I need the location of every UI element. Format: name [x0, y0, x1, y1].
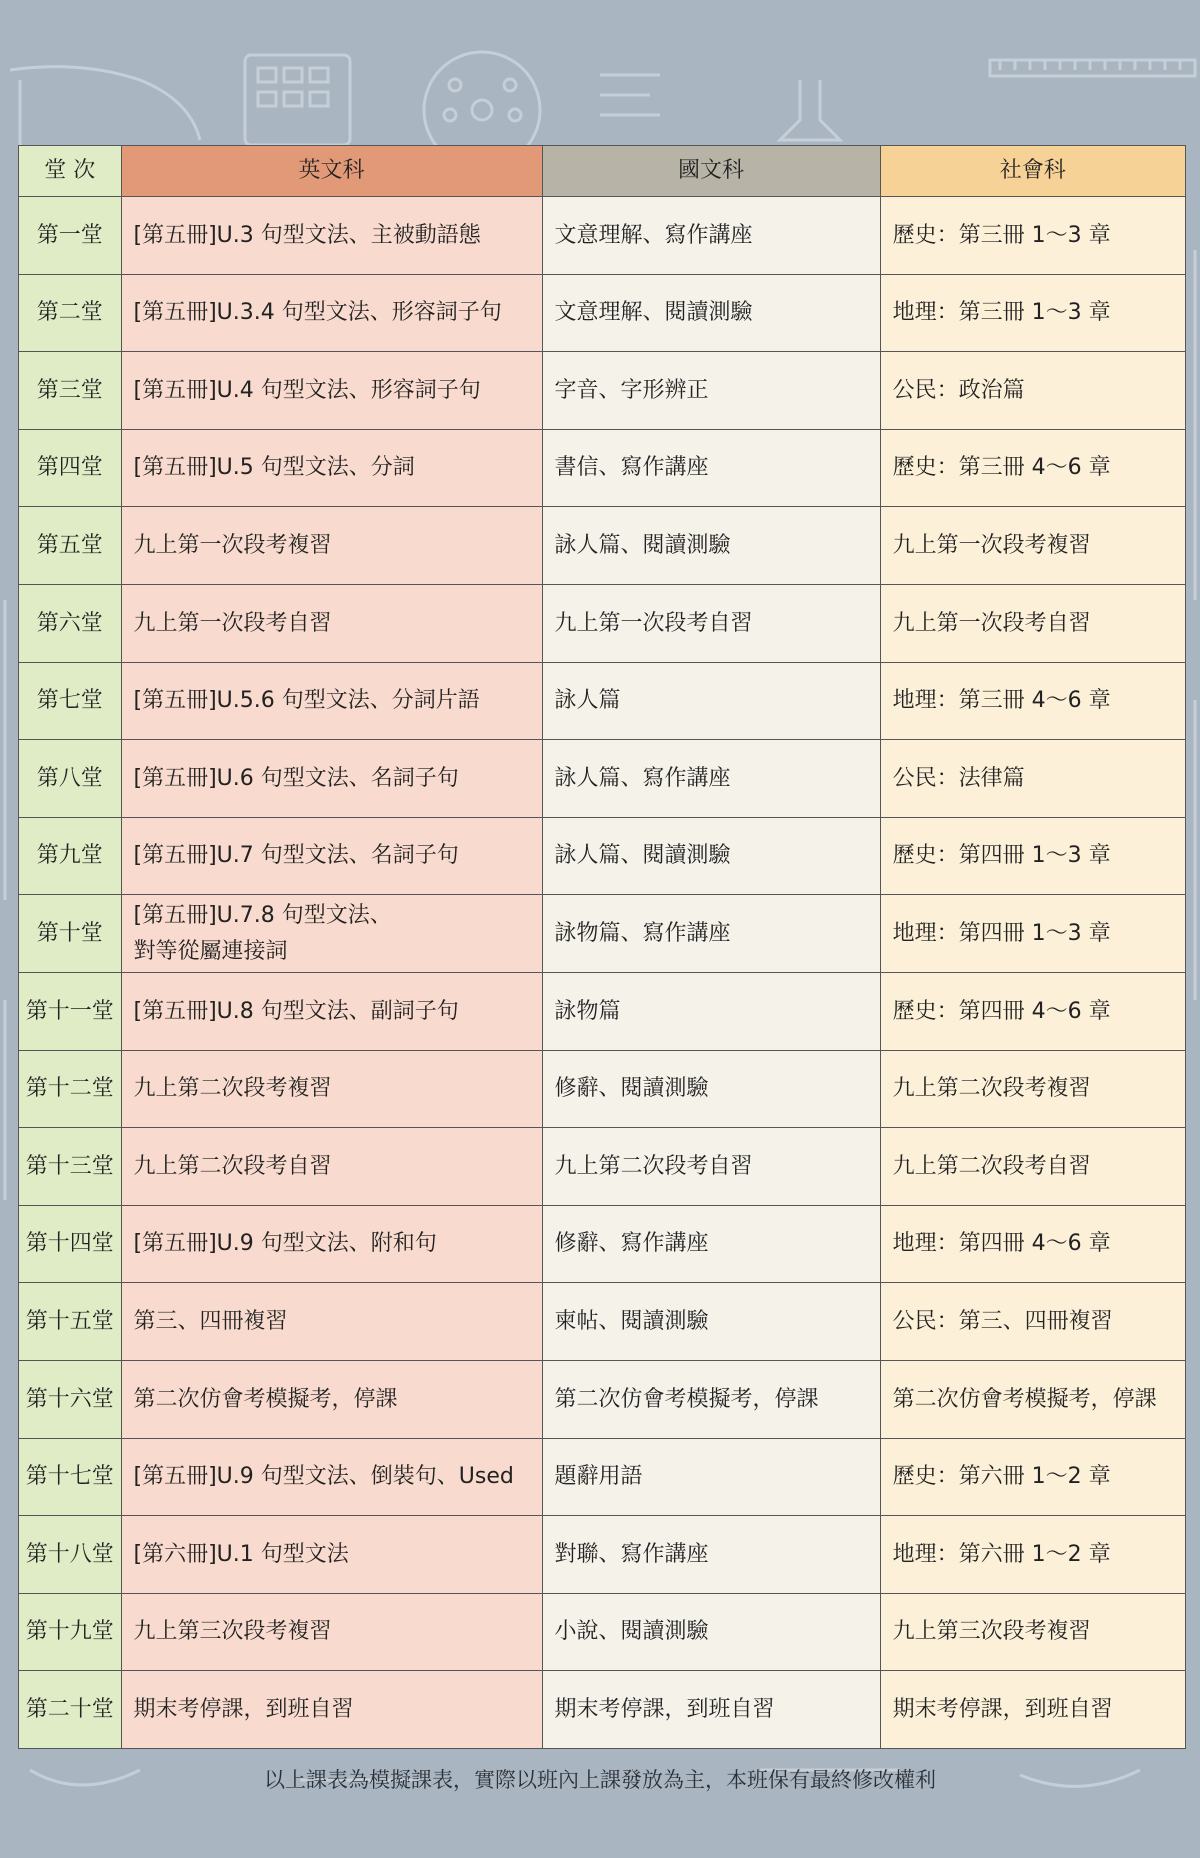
english-cell: [第五冊]U.5 句型文法、分詞: [121, 429, 542, 507]
chinese-cell: 詠人篇、寫作講座: [542, 740, 880, 818]
table-row: [19, 1050, 1186, 1128]
english-cell: [第五冊]U.3 句型文法、主被動語態: [121, 197, 542, 275]
english-cell: [第五冊]U.7 句型文法、名詞子句: [121, 817, 542, 895]
table-row: [19, 1283, 1186, 1361]
english-cell: [第五冊]U.4 句型文法、形容詞子句: [121, 352, 542, 430]
session-cell: 第十一堂: [19, 972, 122, 1050]
session-cell: 第七堂: [19, 662, 122, 740]
english-cell: 九上第一次段考自習: [121, 584, 542, 662]
chinese-cell: 字音、字形辨正: [542, 352, 880, 430]
social-cell: 九上第一次段考複習: [880, 507, 1185, 585]
social-cell: 歷史：第三冊 4～6 章: [880, 429, 1185, 507]
table-row: [19, 1360, 1186, 1438]
header-row: [19, 146, 1186, 197]
table-row: [19, 1671, 1186, 1749]
english-cell: [第五冊]U.5.6 句型文法、分詞片語: [121, 662, 542, 740]
table-row: [19, 1516, 1186, 1594]
table-row: [19, 817, 1186, 895]
table-row: [19, 1205, 1186, 1283]
social-cell: 公民：第三、四冊複習: [880, 1283, 1185, 1361]
english-cell: 第三、四冊複習: [121, 1283, 542, 1361]
social-cell: 地理：第六冊 1～2 章: [880, 1516, 1185, 1594]
session-cell: 第五堂: [19, 507, 122, 585]
english-cell: 九上第二次段考自習: [121, 1128, 542, 1206]
session-cell: 第一堂: [19, 197, 122, 275]
english-cell: 九上第一次段考複習: [121, 507, 542, 585]
english-cell: [第五冊]U.3.4 句型文法、形容詞子句: [121, 274, 542, 352]
english-cell: [第五冊]U.8 句型文法、副詞子句: [121, 972, 542, 1050]
chinese-cell: 詠物篇、寫作講座: [542, 895, 880, 973]
english-cell: [第五冊]U.9 句型文法、倒裝句、Used: [121, 1438, 542, 1516]
table-row: [19, 429, 1186, 507]
english-cell: 第二次仿會考模擬考，停課: [121, 1360, 542, 1438]
session-cell: 第六堂: [19, 584, 122, 662]
english-cell: [第五冊]U.9 句型文法、附和句: [121, 1205, 542, 1283]
session-cell: 第三堂: [19, 352, 122, 430]
social-cell: 地理：第四冊 1～3 章: [880, 895, 1185, 973]
session-cell: 第十五堂: [19, 1283, 122, 1361]
english-cell: [第五冊]U.6 句型文法、名詞子句: [121, 740, 542, 818]
session-cell: 第八堂: [19, 740, 122, 818]
social-cell: 地理：第三冊 4～6 章: [880, 662, 1185, 740]
table-row: [19, 507, 1186, 585]
table-row: [19, 895, 1186, 973]
chinese-cell: 文意理解、閱讀測驗: [542, 274, 880, 352]
social-cell: 歷史：第三冊 1～3 章: [880, 197, 1185, 275]
social-cell: 九上第二次段考複習: [880, 1050, 1185, 1128]
session-cell: 第十二堂: [19, 1050, 122, 1128]
chinese-cell: 期末考停課，到班自習: [542, 1671, 880, 1749]
header-social: 社會科: [880, 146, 1185, 197]
table-row: [19, 584, 1186, 662]
table-row: [19, 972, 1186, 1050]
chinese-cell: 題辭用語: [542, 1438, 880, 1516]
chinese-cell: 修辭、寫作講座: [542, 1205, 880, 1283]
social-cell: 公民：政治篇: [880, 352, 1185, 430]
social-cell: 歷史：第四冊 4～6 章: [880, 972, 1185, 1050]
chinese-cell: 詠人篇、閱讀測驗: [542, 817, 880, 895]
social-cell: 第二次仿會考模擬考，停課: [880, 1360, 1185, 1438]
chinese-cell: 第二次仿會考模擬考，停課: [542, 1360, 880, 1438]
social-cell: 九上第二次段考自習: [880, 1128, 1185, 1206]
table-row: [19, 662, 1186, 740]
table-row: [19, 1128, 1186, 1206]
chinese-cell: 文意理解、寫作講座: [542, 197, 880, 275]
social-cell: 地理：第四冊 4～6 章: [880, 1205, 1185, 1283]
table-row: [19, 1438, 1186, 1516]
table-row: [19, 274, 1186, 352]
social-cell: 公民：法律篇: [880, 740, 1185, 818]
chinese-cell: 對聯、寫作講座: [542, 1516, 880, 1594]
session-cell: 第十七堂: [19, 1438, 122, 1516]
english-cell: 九上第三次段考複習: [121, 1593, 542, 1671]
chinese-cell: 九上第二次段考自習: [542, 1128, 880, 1206]
chinese-cell: 詠物篇: [542, 972, 880, 1050]
flask-icon: [780, 80, 840, 140]
session-cell: 第二十堂: [19, 1671, 122, 1749]
social-cell: 期末考停課，到班自習: [880, 1671, 1185, 1749]
social-cell: 歷史：第四冊 1～3 章: [880, 817, 1185, 895]
decor-curve-icon: [10, 67, 200, 140]
english-cell: 期末考停課，到班自習: [121, 1671, 542, 1749]
session-cell: 第十三堂: [19, 1128, 122, 1206]
session-cell: 第十九堂: [19, 1593, 122, 1671]
chinese-cell: 九上第一次段考自習: [542, 584, 880, 662]
social-cell: 九上第一次段考自習: [880, 584, 1185, 662]
header-chinese: 國文科: [542, 146, 880, 197]
social-cell: 地理：第三冊 1～3 章: [880, 274, 1185, 352]
session-cell: 第九堂: [19, 817, 122, 895]
english-cell: [第六冊]U.1 句型文法: [121, 1516, 542, 1594]
table-row: [19, 1593, 1186, 1671]
schedule-body: [19, 197, 1186, 1749]
session-cell: 第二堂: [19, 274, 122, 352]
header-session: 堂 次: [19, 146, 122, 197]
session-cell: 第十六堂: [19, 1360, 122, 1438]
social-cell: 歷史：第六冊 1～2 章: [880, 1438, 1185, 1516]
schedule-table: [18, 145, 1186, 1749]
table-row: [19, 197, 1186, 275]
chinese-cell: 柬帖、閱讀測驗: [542, 1283, 880, 1361]
footnote: 以上課表為模擬課表，實際以班內上課發放為主，本班保有最終修改權利: [264, 1768, 936, 1792]
session-cell: 第四堂: [19, 429, 122, 507]
chinese-cell: 詠人篇: [542, 662, 880, 740]
chinese-cell: 書信、寫作講座: [542, 429, 880, 507]
session-cell: 第十四堂: [19, 1205, 122, 1283]
table-row: [19, 352, 1186, 430]
chinese-cell: 小說、閱讀測驗: [542, 1593, 880, 1671]
english-cell: [第五冊]U.7.8 句型文法、 對等從屬連接詞: [121, 895, 542, 973]
chinese-cell: 修辭、閱讀測驗: [542, 1050, 880, 1128]
table-row: [19, 740, 1186, 818]
session-cell: 第十八堂: [19, 1516, 122, 1594]
session-cell: 第十堂: [19, 895, 122, 973]
chinese-cell: 詠人篇、閱讀測驗: [542, 507, 880, 585]
english-cell: 九上第二次段考複習: [121, 1050, 542, 1128]
notebook-icon: [600, 75, 660, 115]
social-cell: 九上第三次段考複習: [880, 1593, 1185, 1671]
header-english: 英文科: [121, 146, 542, 197]
